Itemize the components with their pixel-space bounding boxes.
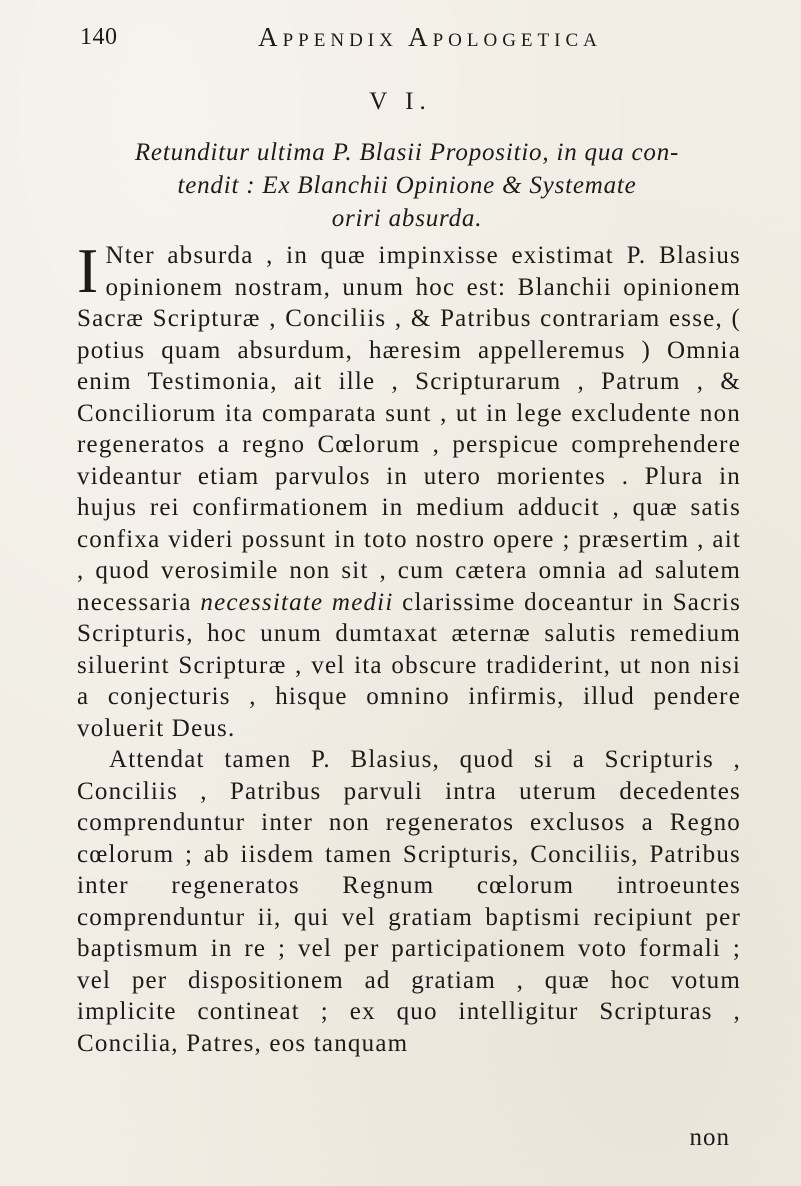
catchword: non — [689, 1124, 730, 1151]
drop-capital: I — [77, 235, 100, 306]
page-header — [80, 18, 740, 58]
section-heading — [112, 136, 702, 235]
body-text — [77, 235, 742, 1059]
paragraph-2-text: Attendat tamen P. Blasius, quod si a Scripturis , Conciliis , Patribus parvuli intra uterum decedentes comprenduntur inter non regeneratos exclusos a Regno cœlorum ; ab iisdem tamen Scripturis, Conciliis, Patribus inter regeneratos Regnum cœlorum introeuntes comprenduntur ii, qui vel gratiam baptismi recipiunt per baptismum in re ; vel per participationem voto formali ; vel per dispositionem ad gratiam , quæ hoc votum implicite contineat ; ex quo intelligitur Scripturas , Concilia, Patres, eos tanquam — [77, 746, 741, 1057]
page-number: 140 — [80, 24, 118, 50]
running-head: Appendix Apologetica — [258, 22, 602, 52]
paragraph-1 — [77, 235, 742, 744]
heading-line-1: Retunditur ultima P. Blasii Propositio, in qua con- — [134, 139, 680, 166]
paragraph-2 — [77, 744, 741, 1059]
paragraph-1-italic-phrase: necessitate medii — [200, 588, 394, 616]
heading-line-3: oriri absurda. — [331, 205, 483, 232]
section-number: V I. — [369, 88, 432, 115]
paragraph-1-text-a: Nter absurda , in quæ impinxisse existimat P. Blasius opinionem nostram, unum hoc est: Blanchii opinionem Sacræ Scripturæ , Conciliis , & Patribus contrariam esse, ( potius quam absurdum, hæresim appelleremus ) Omnia enim Testimonia, ait ille , Scripturarum , Patrum , & Conciliorum ita comparata sunt , ut in lege excludente non regeneratos a regno Cœlorum , perspicue comprehendere videantur etiam parvulos in utero morientes . Plura in hujus rei confirmationem in medium adducit , quæ satis confixa videri possunt in toto nostro opere ; præsertim , ait , quod verosimile non sit , cum cætera omnia ad salutem necessaria — [77, 242, 741, 616]
paragraph-1-text-b: clarissime doceantur in Sacris Scripturis, hoc unum dumtaxat æternæ salutis remedium siluerint Scripturæ , vel ita obscure tradiderint, ut non nisi a conjecturis , hisque omnino infirmis, illud pendere voluerit Deus. — [77, 588, 742, 742]
heading-line-2: tendit : Ex Blanchii Opinione & Systemate — [177, 172, 637, 199]
